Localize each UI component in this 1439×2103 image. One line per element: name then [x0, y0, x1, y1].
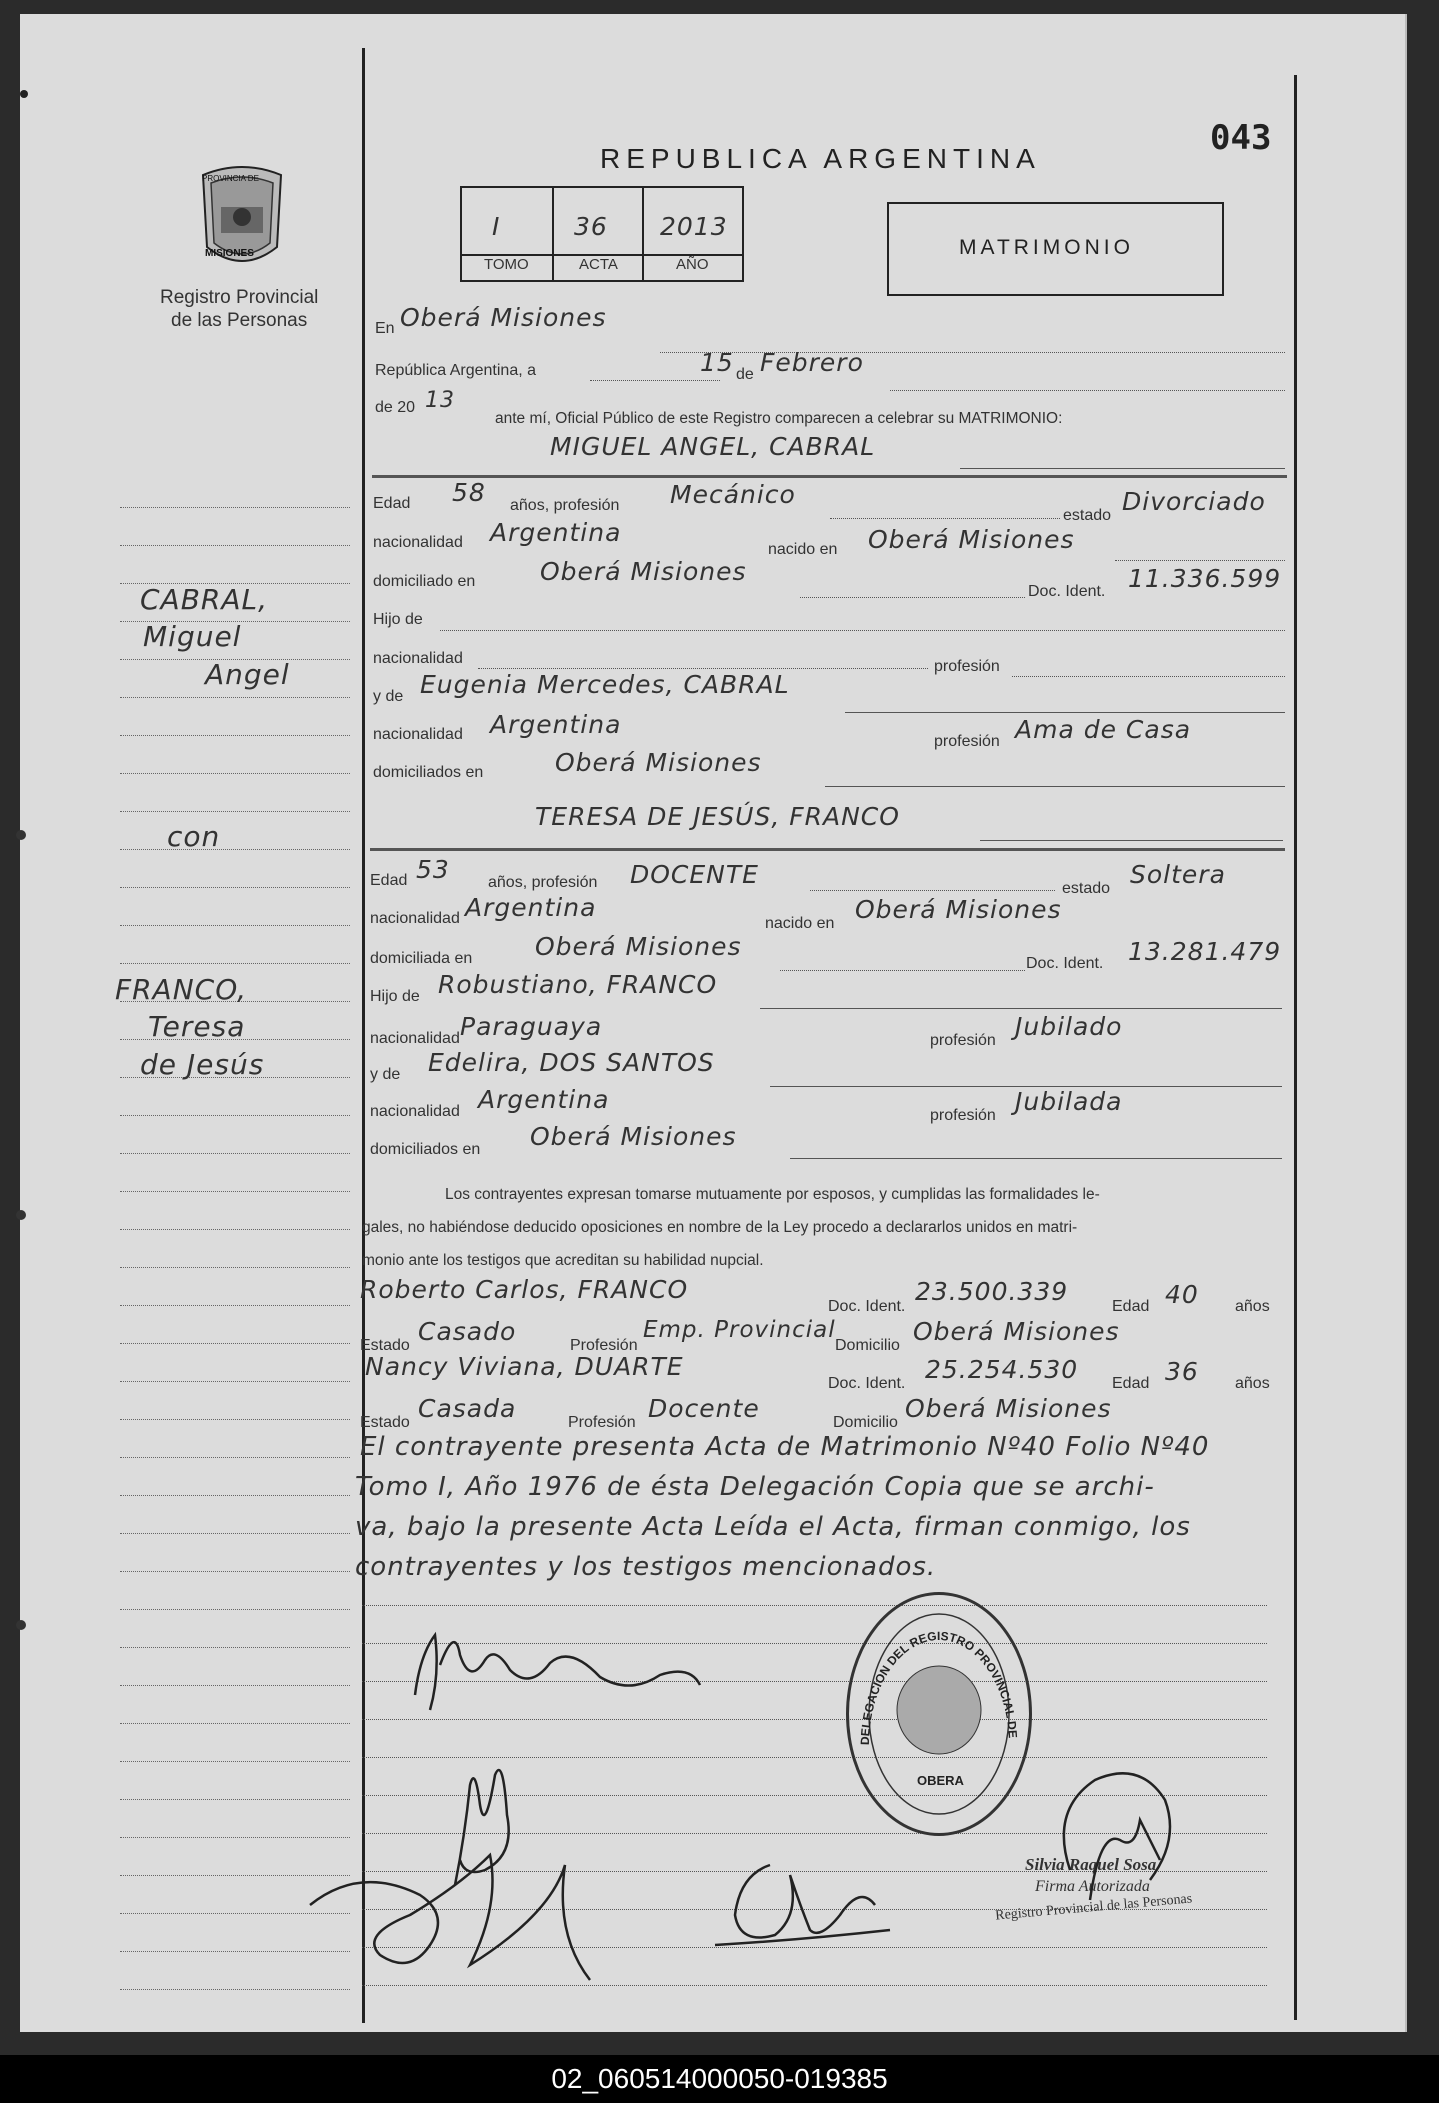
bride-estado-label: estado — [1062, 880, 1111, 897]
declaration-line: monio ante los testigos que acreditan su habilidad nupcial. — [362, 1252, 764, 1269]
margin-groom-second: Angel — [205, 658, 290, 691]
witness-anos-label: años — [1235, 1375, 1270, 1392]
tomo-value: I — [492, 212, 501, 241]
official-org: Registro Provincial de las Personas — [994, 1891, 1193, 1924]
groom-nationality-label: nacionalidad — [373, 534, 463, 551]
groom-domicile-label: domiciliado en — [373, 573, 476, 590]
witness-profession: Docente — [648, 1394, 760, 1423]
en-label: En — [375, 320, 395, 337]
bride-born-in: Oberá Misiones — [855, 895, 1062, 924]
tomo-label: TOMO — [484, 256, 529, 273]
declaration-line: Los contrayentes expresan tomarse mutuamente por esposos, y cumplidas las formalidades le- — [445, 1186, 1100, 1203]
file-caption: 02_060514000050-019385 — [0, 2055, 1439, 2103]
marriage-day: 15 — [700, 348, 734, 377]
bride-edad-label: Edad — [370, 872, 408, 889]
bride-mother-nat-label: nacionalidad — [370, 1103, 460, 1120]
witness-estado-label: Estado — [360, 1337, 410, 1354]
seal-top-text: PROVINCIA DE — [202, 174, 259, 183]
bride-father-nationality: Paraguaya — [460, 1012, 603, 1041]
groom-parents-domicile: Oberá Misiones — [555, 748, 762, 777]
witness-domicile: Oberá Misiones — [905, 1394, 1112, 1423]
witness-age: 36 — [1165, 1357, 1199, 1386]
groom-nacido-label: nacido en — [768, 541, 838, 558]
bride-hijo-label: Hijo de — [370, 988, 420, 1005]
document-type: MATRIMONIO — [959, 236, 1134, 259]
notes-line: El contrayente presenta Acta de Matrimonio Nº40 Folio Nº40 — [360, 1432, 1210, 1462]
bride-mother-nationality: Argentina — [478, 1085, 610, 1114]
ano-value: 2013 — [660, 212, 728, 241]
bride-domicile-label: domiciliada en — [370, 950, 473, 967]
bride-father-prof-label: profesión — [930, 1032, 996, 1049]
acta-label: ACTA — [579, 256, 618, 273]
groom-estado-label: estado — [1063, 507, 1112, 524]
groom-nationality: Argentina — [490, 518, 622, 547]
ante-text: ante mí, Oficial Público de este Registro comparecen a celebrar su MATRIMONIO: — [495, 410, 1063, 427]
marriage-place: Oberá Misiones — [400, 303, 607, 332]
groom-mother-nat-label: nacionalidad — [373, 726, 463, 743]
bride-mother-profession: Jubilada — [1015, 1087, 1123, 1116]
groom-mother-prof-label: profesión — [934, 733, 1000, 750]
registry-name: de las Personas — [171, 310, 308, 331]
groom-mother: Eugenia Mercedes, CABRAL — [420, 670, 790, 699]
notes-line: Tomo I, Año 1976 de ésta Delegación Copia que se archi- — [355, 1472, 1155, 1502]
groom-born-in: Oberá Misiones — [868, 525, 1075, 554]
bride-yde-label: y de — [370, 1066, 401, 1083]
witness-name: Nancy Viviana, DUARTE — [365, 1352, 684, 1381]
binding-hole — [16, 1210, 26, 1220]
groom-anos-label: años, profesión — [510, 497, 620, 514]
margin-bride-first: Teresa — [148, 1010, 246, 1043]
bride-anos-label: años, profesión — [488, 874, 598, 891]
bride-parents-dom-label: domiciliados en — [370, 1141, 481, 1158]
witness-dom-label: Domicilio — [835, 1337, 900, 1354]
margin-bride-surname: FRANCO, — [115, 973, 248, 1006]
margin-bride-second: de Jesús — [140, 1048, 265, 1081]
notes-line: va, bajo la presente Acta Leída el Acta, firman conmigo, los — [355, 1512, 1191, 1542]
country-title: REPUBLICA ARGENTINA — [600, 143, 1041, 174]
official-name: Silvia Raquel Sosa — [1025, 1855, 1157, 1874]
bride-estado: Soltera — [1130, 860, 1226, 889]
binding-hole — [16, 1620, 26, 1630]
groom-domicile: Oberá Misiones — [540, 557, 747, 586]
bride-doc-label: Doc. Ident. — [1026, 955, 1104, 972]
bride-parents-domicile: Oberá Misiones — [530, 1122, 737, 1151]
witness-estado-label: Estado — [360, 1414, 410, 1431]
groom-profession: Mecánico — [670, 480, 796, 509]
tomo-acta-ano-box — [460, 186, 744, 282]
bride-profession: DOCENTE — [630, 860, 759, 889]
bride-father: Robustiano, FRANCO — [438, 970, 718, 999]
witness-domicile: Oberá Misiones — [913, 1317, 1120, 1346]
witness-prof-label: Profesión — [570, 1337, 638, 1354]
margin-con: con — [167, 820, 221, 853]
acta-value: 36 — [574, 212, 608, 241]
witness-edad-label: Edad — [1112, 1298, 1150, 1315]
seal-bottom-text: MISIONES — [205, 248, 254, 259]
document-type-box — [887, 202, 1224, 296]
bride-nationality-label: nacionalidad — [370, 910, 460, 927]
witness-estado: Casada — [418, 1394, 517, 1423]
republica-label: República Argentina, a — [375, 362, 536, 379]
witness-signature-2 — [700, 1845, 900, 1955]
marriage-month: Febrero — [760, 348, 864, 377]
official-title: Firma Autorizada — [1035, 1878, 1150, 1895]
witness-dom-label: Domicilio — [833, 1414, 898, 1431]
notes-line: contrayentes y los testigos mencionados. — [355, 1552, 937, 1582]
bride-nationality: Argentina — [465, 893, 597, 922]
bride-mother: Edelira, DOS SANTOS — [428, 1048, 715, 1077]
witness-prof-label: Profesión — [568, 1414, 636, 1431]
declaration-line: gales, no habiéndose deducido oposiciones en nombre de la Ley procedo a declararlos unidos en matri- — [362, 1219, 1078, 1236]
witness-estado: Casado — [418, 1317, 517, 1346]
groom-yde-label: y de — [373, 688, 404, 705]
groom-mother-nationality: Argentina — [490, 710, 622, 739]
groom-father-prof-label: profesión — [934, 658, 1000, 675]
witness-signature — [300, 1845, 680, 1985]
groom-mother-profession: Ama de Casa — [1015, 715, 1192, 744]
margin-divider — [362, 48, 365, 2023]
right-border — [1294, 75, 1297, 2020]
witness-edad-label: Edad — [1112, 1375, 1150, 1392]
bride-nacido-label: nacido en — [765, 915, 835, 932]
witness-name: Roberto Carlos, FRANCO — [360, 1275, 689, 1304]
groom-signature — [400, 1615, 720, 1725]
binding-hole — [20, 90, 28, 98]
year-prefix: de 20 — [375, 399, 416, 416]
margin-groom-first: Miguel — [143, 620, 242, 653]
groom-age: 58 — [452, 478, 486, 507]
registry-stamp — [846, 1592, 1032, 1836]
stamp-ring-text: DELEGACION DEL REGISTRO PROVINCIAL DE — [857, 1628, 1020, 1746]
groom-name: MIGUEL ANGEL, CABRAL — [550, 432, 876, 461]
witness-anos-label: años — [1235, 1298, 1270, 1315]
witness-doc-label: Doc. Ident. — [828, 1375, 906, 1392]
ano-label: AÑO — [676, 256, 709, 273]
registry-name: Registro Provincial — [160, 287, 319, 308]
groom-hijo-label: Hijo de — [373, 611, 423, 628]
witness-doc-id: 25.254.530 — [925, 1355, 1079, 1384]
stamp-ring-text-icon — [849, 1595, 1029, 1833]
bride-doc-id: 13.281.479 — [1128, 937, 1282, 966]
bride-father-nat-label: nacionalidad — [370, 1030, 460, 1047]
binding-hole — [16, 830, 26, 840]
bride-age: 53 — [416, 855, 450, 884]
bride-name: TERESA DE JESÚS, FRANCO — [535, 802, 900, 831]
groom-doc-label: Doc. Ident. — [1028, 583, 1106, 600]
groom-doc-id: 11.336.599 — [1128, 564, 1282, 593]
de-label: de — [736, 366, 754, 383]
witness-age: 40 — [1165, 1280, 1199, 1309]
margin-groom-surname: CABRAL, — [140, 583, 269, 616]
stamp-city: OBERA — [917, 1773, 964, 1788]
page-number: 043 — [1210, 118, 1272, 158]
bride-domicile: Oberá Misiones — [535, 932, 742, 961]
bride-father-profession: Jubilado — [1015, 1012, 1123, 1041]
witness-profession: Emp. Provincial — [643, 1317, 836, 1343]
groom-estado: Divorciado — [1122, 487, 1266, 516]
marriage-year: 13 — [425, 388, 455, 413]
official-signature — [1040, 1750, 1200, 1910]
witness-doc-id: 23.500.339 — [915, 1277, 1069, 1306]
groom-edad-label: Edad — [373, 495, 411, 512]
witness-doc-label: Doc. Ident. — [828, 1298, 906, 1315]
groom-parents-dom-label: domiciliados en — [373, 764, 484, 781]
groom-father-nat-label: nacionalidad — [373, 650, 463, 667]
bride-mother-prof-label: profesión — [930, 1107, 996, 1124]
